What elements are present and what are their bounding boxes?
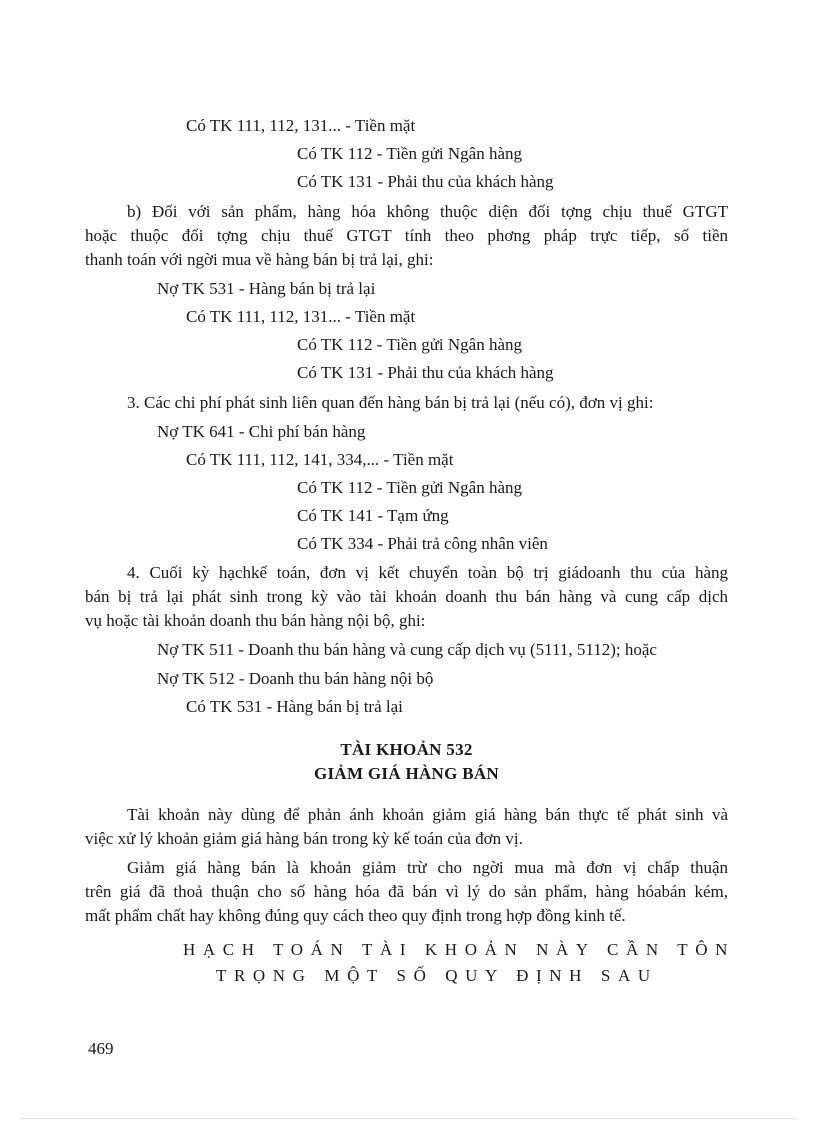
paragraph-line: trên giá đã thoả thuận cho số hàng hóa đã bán vì lý do sản phẩm, hàng hóabán kém,: [85, 882, 728, 901]
entry-line: Nợ TK 512 - Doanh thu bán hàng nội bộ: [157, 669, 434, 688]
entry-line: Nợ TK 511 - Doanh thu bán hàng và cung cấp dịch vụ (5111, 5112); hoặc: [157, 640, 657, 659]
paragraph-line: thanh toán với ngời mua về hàng bán bị trả lại, ghi:: [85, 250, 434, 269]
entry-line: Có TK 111, 112, 141, 334,... - Tiền mặt: [186, 450, 454, 469]
footer-divider: [20, 1118, 796, 1119]
section-heading: TÀI KHOẢN 532: [340, 740, 473, 759]
entry-line: Có TK 112 - Tiền gửi Ngân hàng: [297, 478, 523, 497]
paragraph-line: 3. Các chi phí phát sinh liên quan đến hàng bán bị trả lại (nếu có), đơn vị ghi:: [127, 393, 654, 412]
entry-line: Nợ TK 641 - Chi phí bán hàng: [157, 422, 366, 441]
entry-line: Nợ TK 531 - Hàng bán bị trả lại: [157, 279, 376, 298]
entry-line: Có TK 111, 112, 131... - Tiền mặt: [186, 307, 416, 326]
entry-line: Có TK 131 - Phải thu của khách hàng: [297, 172, 554, 191]
entry-line: Có TK 141 - Tạm ứng: [297, 506, 449, 525]
section-heading: GIẢM GIÁ HÀNG BÁN: [313, 764, 500, 783]
paragraph-line: việc xử lý khoản giảm giá hàng bán trong kỳ kế toán của đơn vị.: [85, 829, 523, 848]
subheading: TRỌNG MỘT SỐ QUY ĐỊNH SAU: [216, 966, 658, 985]
entry-line: Có TK 111, 112, 131... - Tiền mặt: [186, 116, 416, 135]
paragraph-line: mất phẩm chất hay không đúng quy cách theo quy định trong hợp đồng kinh tế.: [85, 906, 626, 925]
paragraph-line: b) Đối với sản phẩm, hàng hóa không thuộc diện đối tợng chịu thuế GTGT: [127, 202, 728, 221]
entry-line: Có TK 112 - Tiền gửi Ngân hàng: [297, 335, 523, 354]
subheading: HẠCH TOÁN TÀI KHOẢN NÀY CẦN TÔN: [183, 940, 735, 959]
entry-line: Có TK 112 - Tiền gửi Ngân hàng: [297, 144, 523, 163]
page-number: 469: [88, 1039, 114, 1058]
paragraph-line: bán bị trả lại phát sinh trong kỳ vào tài khoản doanh thu bán hàng và cung cấp dịch: [85, 587, 728, 606]
paragraph-line: hoặc thuộc đối tợng chịu thuế GTGT tính theo phơng pháp trực tiếp, số tiền: [85, 226, 728, 245]
paragraph-line: Giảm giá hàng bán là khoản giảm trừ cho ngời mua mà đơn vị chấp thuận: [127, 858, 728, 877]
paragraph-line: 4. Cuối kỳ hạchkế toán, đơn vị kết chuyển toàn bộ trị giádoanh thu của hàng: [127, 563, 728, 582]
entry-line: Có TK 334 - Phải trả công nhân viên: [297, 534, 548, 553]
entry-line: Có TK 131 - Phải thu của khách hàng: [297, 363, 554, 382]
paragraph-line: vụ hoặc tài khoản doanh thu bán hàng nội bộ, ghi:: [85, 611, 426, 630]
entry-line: Có TK 531 - Hàng bán bị trả lại: [186, 697, 403, 716]
paragraph-line: Tài khoản này dùng để phản ánh khoản giảm giá hàng bán thực tế phát sinh và: [127, 805, 728, 824]
